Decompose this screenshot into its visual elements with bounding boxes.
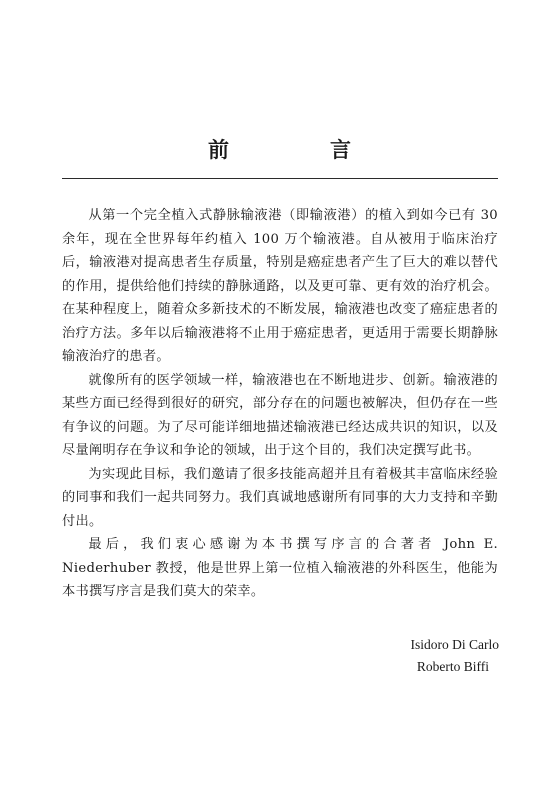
title-divider [62, 178, 498, 179]
preface-body [62, 204, 498, 604]
paragraph-3: 为实现此目标，我们邀请了很多技能高超并且有着极其丰富临床经验的同事和我们一起共同努力。我们真诚地感谢所有同事的大力支持和辛勤付出。 [62, 466, 498, 529]
page-title: 前 言 [208, 137, 391, 162]
author-name: Isidoro Di Carlo [410, 637, 499, 652]
paragraph-4: 最后，我们衷心感谢为本书撰写序言的合著者 John E. Niederhuber 教授，他是世界上第一位植入输液港的外科医生，他能为本书撰写序言是我们莫大的荣幸。 [62, 537, 498, 599]
paragraph-1: 从第一个完全植入式静脉输液港（即输液港）的植入到如今已有 30 余年，现在全世界每年约植入 100 万个输液港。自从被用于临床治疗后，输液港对提高患者生存质量，特别是癌症患者产生了巨大的难以替代的作用，提供给他们持续的静脉通路，以及更可靠、更有效的治疗机会。在某种程度上，随着众多新技术的不断发展，输液港也改变了癌症患者的治疗方法。多年以后输液港将不止用于癌症患者，更适用于需要长期静脉输液治疗的患者。 [62, 208, 498, 364]
paragraph-2: 就像所有的医学领域一样，输液港也在不断地进步、创新。输液港的某些方面已经得到很好的研究，部分存在的问题也被解决，但仍存在一些有争议的问题。为了尽可能详细地描述输液港已经达成共识的知识，以及尽量阐明存在争议和争论的领域，出于这个目的，我们决定撰写此书。 [62, 372, 498, 458]
author-signatures [411, 634, 500, 678]
author-name: Roberto Biffi [416, 659, 489, 674]
